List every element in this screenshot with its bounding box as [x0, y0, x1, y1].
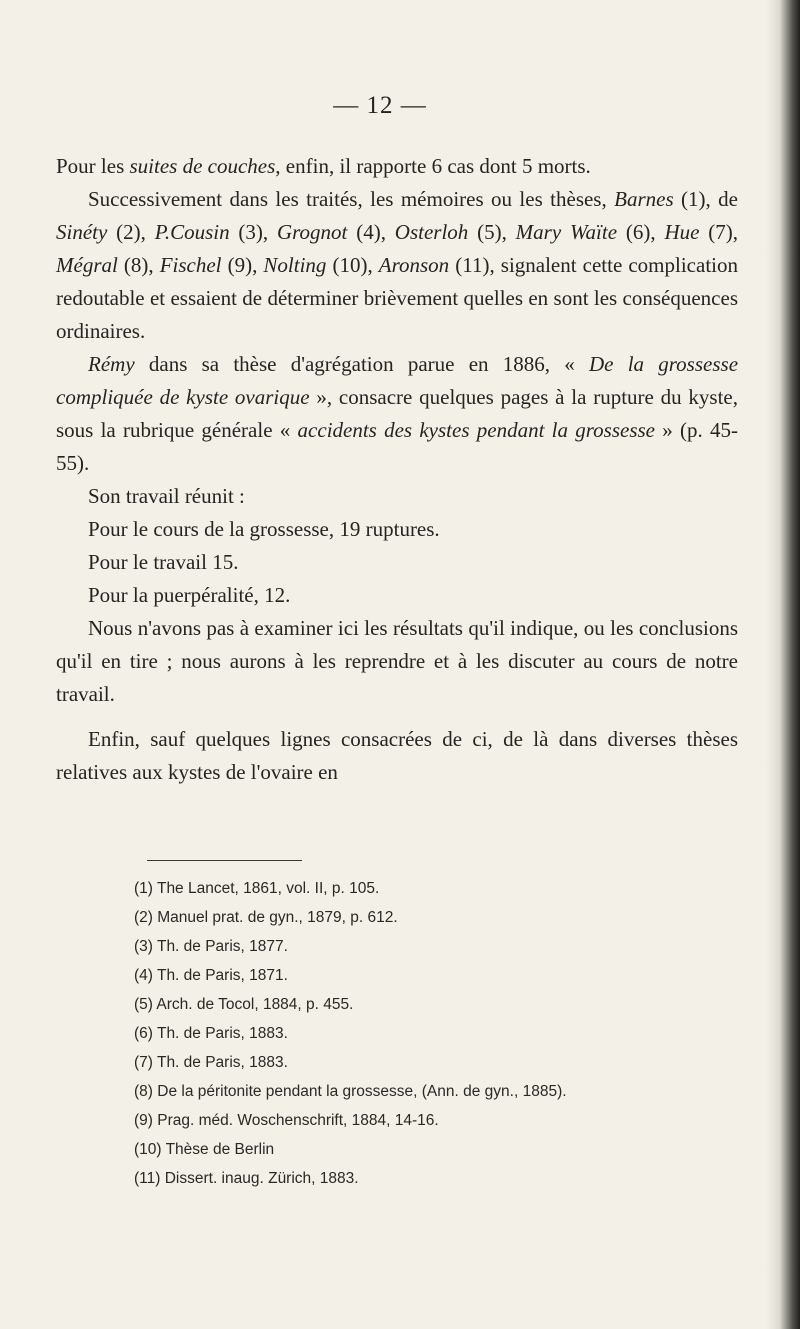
italic-run: Sinéty	[56, 220, 108, 244]
text-run: , enfin, il rapporte 6 cas dont 5 morts.	[275, 154, 591, 178]
text-run: (9),	[221, 253, 264, 277]
footnote: (10) Thèse de Berlin	[134, 1141, 275, 1158]
footnote: (1) The Lancet, 1861, vol. II, p. 105.	[134, 880, 380, 897]
italic-run: P.Cousin	[154, 220, 230, 244]
text-run: Pour le cours de la grossesse, 19 ruptures.	[88, 517, 440, 541]
footnote: (3) Th. de Paris, 1877.	[134, 938, 288, 955]
footnote: (5) Arch. de Tocol, 1884, p. 455.	[134, 996, 354, 1013]
body-text	[56, 150, 738, 789]
italic-run: Rémy	[88, 352, 135, 376]
italic-run: Barnes	[614, 187, 674, 211]
text-run: Nous n'avons pas à examiner ici les résultats qu'il indique, ou les conclusions qu'il en tire ; nous aurons à les reprendre et à les discuter au cours de notre travail.	[56, 616, 738, 706]
text-run: dans sa thèse d'agrégation parue en 1886, «	[134, 352, 589, 376]
footnote: (2) Manuel prat. de gyn., 1879, p. 612.	[134, 909, 398, 926]
text-run: Son travail réunit :	[88, 484, 245, 508]
paragraph	[56, 348, 738, 480]
text-run: Enfin, sauf quelques lignes consacrées de ci, de là dans diverses thèses relatives aux kystes de l'ovaire en	[56, 727, 738, 784]
text-run: (3),	[229, 220, 277, 244]
italic-run: Mégral	[56, 253, 118, 277]
paragraph	[56, 546, 738, 579]
footnote: (11) Dissert. inaug. Zürich, 1883.	[134, 1170, 359, 1187]
italic-run: Aronson	[378, 253, 450, 277]
paragraph	[56, 480, 738, 513]
footnote: (9) Prag. méd. Woschenschrift, 1884, 14-16.	[134, 1112, 439, 1129]
italic-run: Osterloh	[394, 220, 469, 244]
text-run: (10),	[326, 253, 379, 277]
text-run: » (p. 45-55).	[56, 418, 738, 475]
footnote: (8) De la péritonite pendant la grossesse, (Ann. de gyn., 1885).	[134, 1083, 567, 1100]
paragraph	[56, 612, 738, 711]
paragraph	[56, 513, 738, 546]
paragraph	[56, 183, 738, 348]
text-run: (11), signalent cette complication redoutable et essaient de déterminer brièvement quelles en sont les conséquences ordinaires.	[56, 253, 738, 343]
text-run: (2),	[107, 220, 155, 244]
text-run: Successivement dans les traités, les mémoires ou les thèses,	[88, 187, 615, 211]
footnotes	[134, 874, 774, 1193]
italic-run: Fischel	[159, 253, 222, 277]
paragraph	[56, 579, 738, 612]
text-run: Pour les	[56, 154, 130, 178]
binding-shadow	[766, 0, 800, 1329]
italic-run: Grognot	[276, 220, 348, 244]
text-run: (1), de	[673, 187, 738, 211]
italic-run: accidents des kystes pendant la grossesse	[297, 418, 655, 442]
text-run: (8),	[117, 253, 160, 277]
text-run: (5),	[468, 220, 516, 244]
footnote-separator	[147, 860, 302, 861]
italic-run: Hue	[664, 220, 700, 244]
text-run: Pour la puerpéralité, 12.	[88, 583, 291, 607]
footnote: (6) Th. de Paris, 1883.	[134, 1025, 288, 1042]
italic-run: Mary Waïte	[515, 220, 618, 244]
text-run: Pour le travail 15.	[88, 550, 239, 574]
paragraph	[56, 723, 738, 789]
text-run: (7),	[699, 220, 738, 244]
text-run: (4),	[347, 220, 395, 244]
italic-run: suites de couches	[129, 154, 276, 178]
text-run: », consacre quelques pages à la rupture du kyste, sous la rubrique générale «	[56, 385, 738, 442]
footnote: (7) Th. de Paris, 1883.	[134, 1054, 288, 1071]
text-run: (6),	[617, 220, 665, 244]
page-number: — 12 —	[333, 92, 427, 119]
paragraph	[56, 150, 738, 183]
footnote: (4) Th. de Paris, 1871.	[134, 967, 288, 984]
italic-run: Nolting	[263, 253, 327, 277]
italic-run: De la grossesse compliquée de kyste ovarique	[56, 352, 739, 409]
